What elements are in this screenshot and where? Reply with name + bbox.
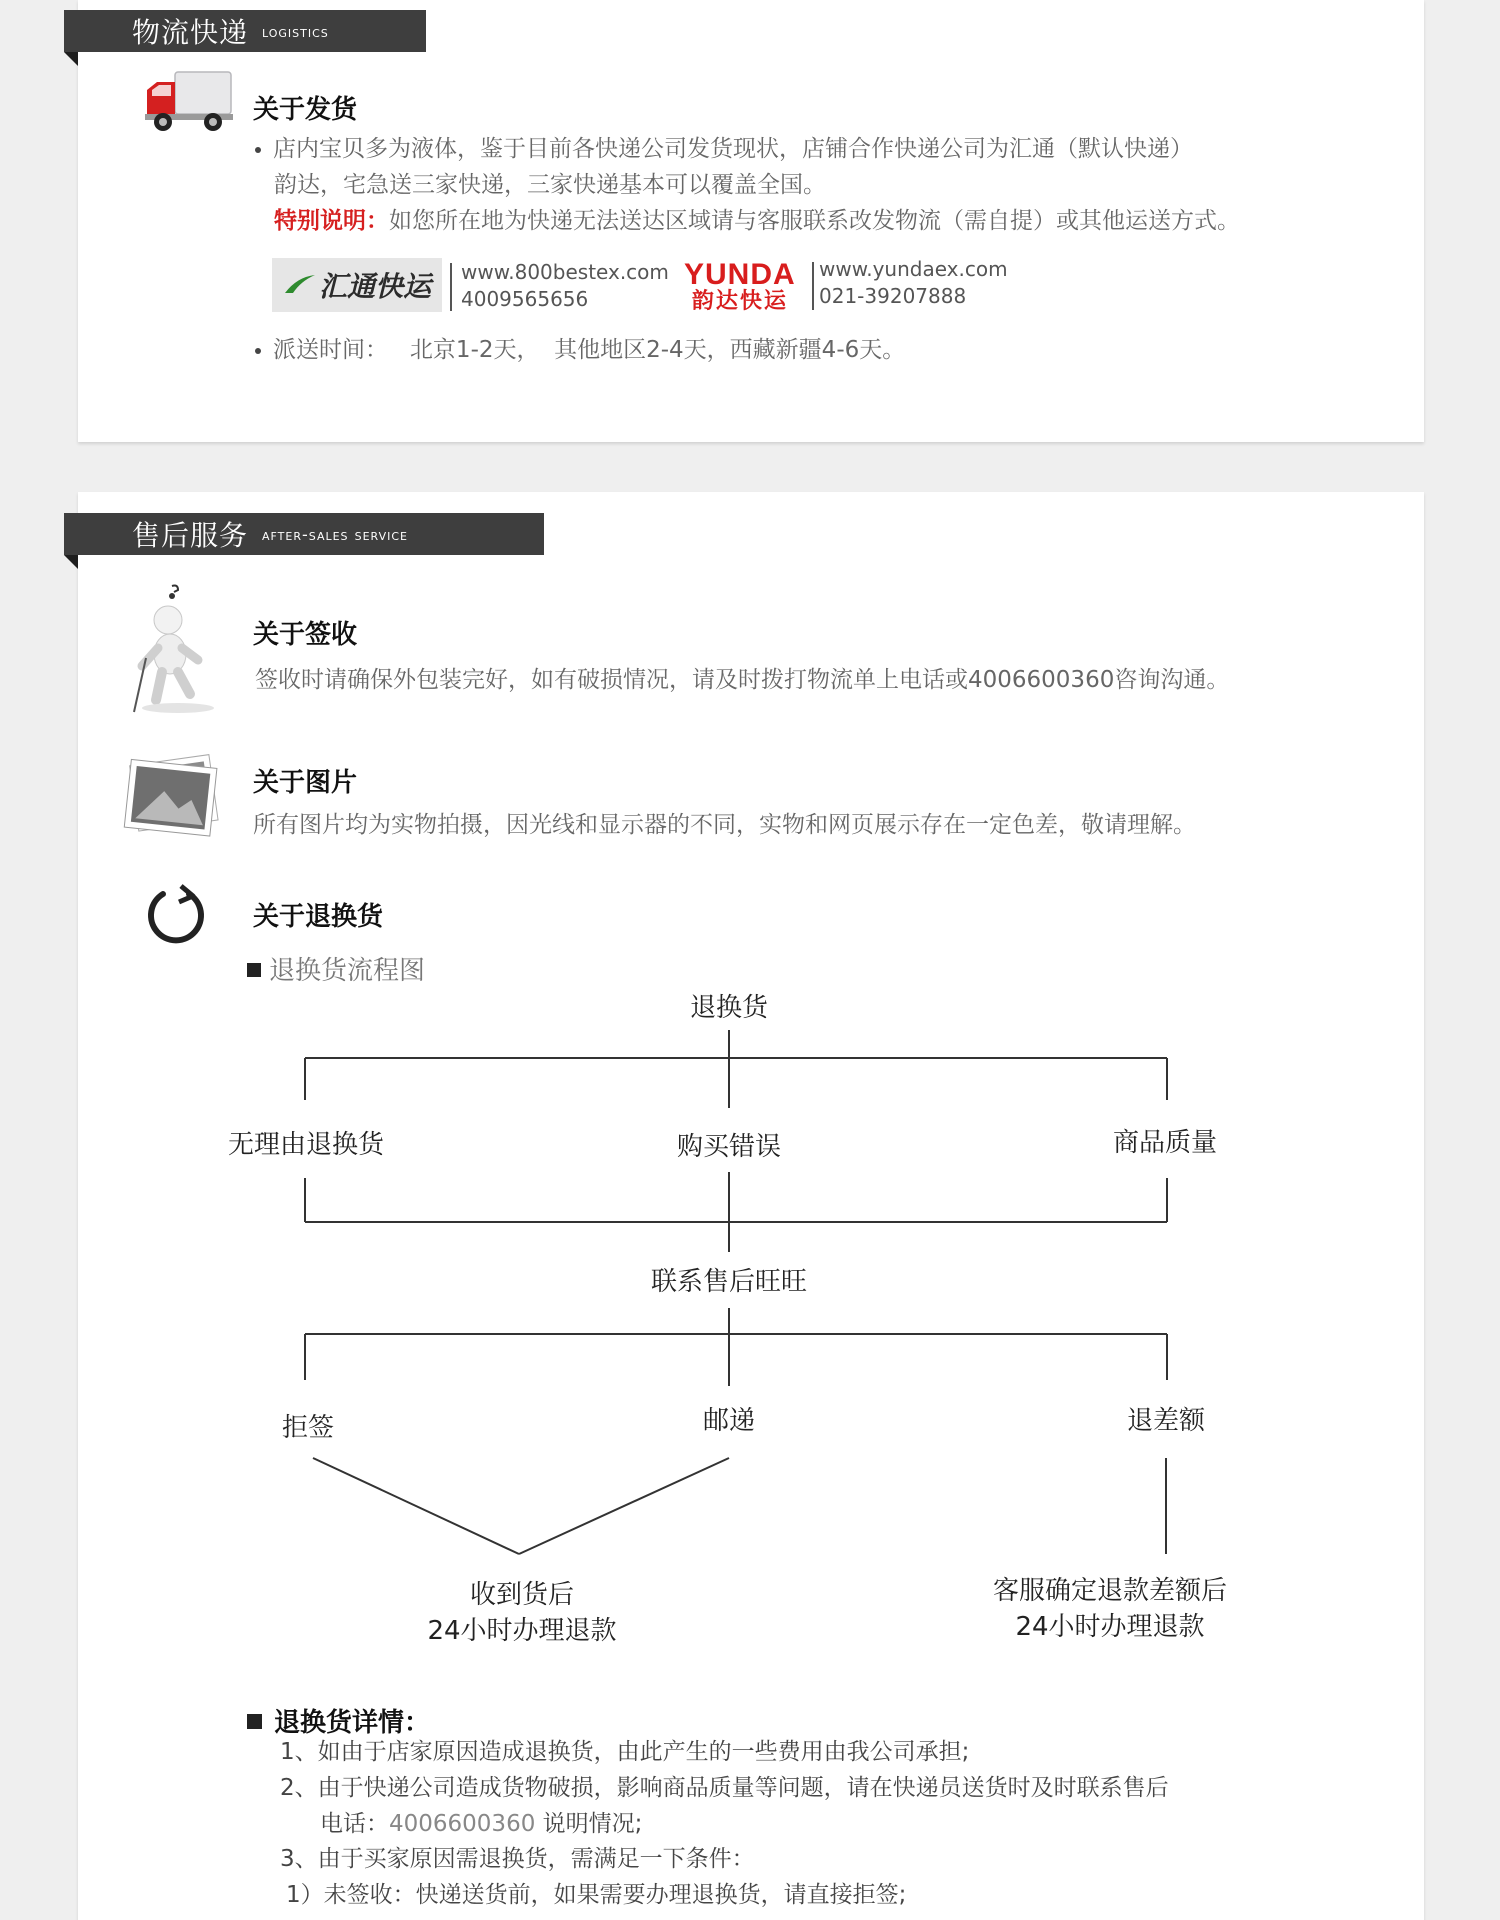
yunda-logo-en: YUNDA xyxy=(684,258,796,291)
return-detail-2-phone: 电话：4006600360 说明情况; xyxy=(320,1811,643,1837)
flow-node-returns: 退换货 xyxy=(689,993,768,1023)
flow-node-wrong-purchase: 购买错误 xyxy=(676,1132,781,1162)
flow-node-refuse: 拒签 xyxy=(281,1413,334,1443)
shipping-title: 关于发货 xyxy=(253,95,358,125)
shipping-line-2: 韵达，宅急送三家快递，三家快递基本可以覆盖全国。 xyxy=(274,172,826,198)
after-sales-banner-subtitle: after-sales service xyxy=(262,524,408,544)
special-note-text: 如您所在地为快递无法送达区域请与客服联系改发物流（需自提）或其他运送方式。 xyxy=(389,208,1240,234)
huitong-phone: 4009565656 xyxy=(461,287,589,311)
shipping-line-1: 店内宝贝多为液体，鉴于目前各快递公司发货现状，店铺合作快递公司为汇通（默认快递） xyxy=(255,131,1193,167)
yunda-phone: 021-39207888 xyxy=(819,284,967,308)
special-note-label: 特别说明： xyxy=(274,208,389,234)
delivery-time: 派送时间： 北京1-2天， 其他地区2-4天，西藏新疆4-6天。 xyxy=(255,332,905,368)
logistics-banner-title: 物流快递 xyxy=(132,16,249,49)
flow-result-refund: 收到货后 24小时办理退款 xyxy=(427,1580,617,1646)
return-detail-2: 2、由于快递公司造成货物破损，影响商品质量等问题，请在快递员送货时及时联系售后 xyxy=(280,1775,1169,1801)
flow-result-diff-refund: 客服确定退款差额后 24小时办理退款 xyxy=(992,1576,1227,1642)
sign-text: 签收时请确保外包装完好，如有破损情况，请及时拨打物流单上电话或4006600360咨询沟通。 xyxy=(255,667,1230,693)
photo-title: 关于图片 xyxy=(253,768,358,798)
yunda-website: www.yundaex.com xyxy=(819,257,1008,281)
flow-node-mail: 邮递 xyxy=(702,1406,755,1436)
flow-node-price-diff: 退差额 xyxy=(1126,1406,1205,1436)
square-bullet xyxy=(247,1714,262,1729)
returns-title: 关于退换货 xyxy=(253,902,384,932)
return-detail-1: 1、如由于店家原因造成退换货，由此产生的一些费用由我公司承担; xyxy=(280,1739,970,1765)
after-sales-banner-title: 售后服务 xyxy=(132,519,249,552)
flowchart-heading: 退换货流程图 xyxy=(247,950,425,987)
flow-node-quality: 商品质量 xyxy=(1112,1128,1217,1158)
return-detail-3-1: 1）未签收：快递送货前，如果需要办理退换货，请直接拒签; xyxy=(286,1882,907,1908)
huitong-logo: 汇通快运 xyxy=(272,258,442,312)
return-detail-3: 3、由于买家原因需退换货，需满足一下条件： xyxy=(280,1846,755,1872)
photo-text: 所有图片均为实物拍摄，因光线和显示器的不同，实物和网页展示存在一定色差，敬请理解。 xyxy=(253,812,1196,838)
sign-title: 关于签收 xyxy=(253,620,358,650)
huitong-website: www.800bestex.com xyxy=(461,260,669,284)
return-details-title: 退换货详情： xyxy=(247,1702,430,1739)
yunda-logo-zh: 韵达快运 xyxy=(691,289,788,314)
flow-node-contact-support: 联系售后旺旺 xyxy=(650,1267,807,1297)
logistics-banner-subtitle: logistics xyxy=(262,21,329,41)
flow-node-no-reason: 无理由退换货 xyxy=(227,1130,384,1160)
